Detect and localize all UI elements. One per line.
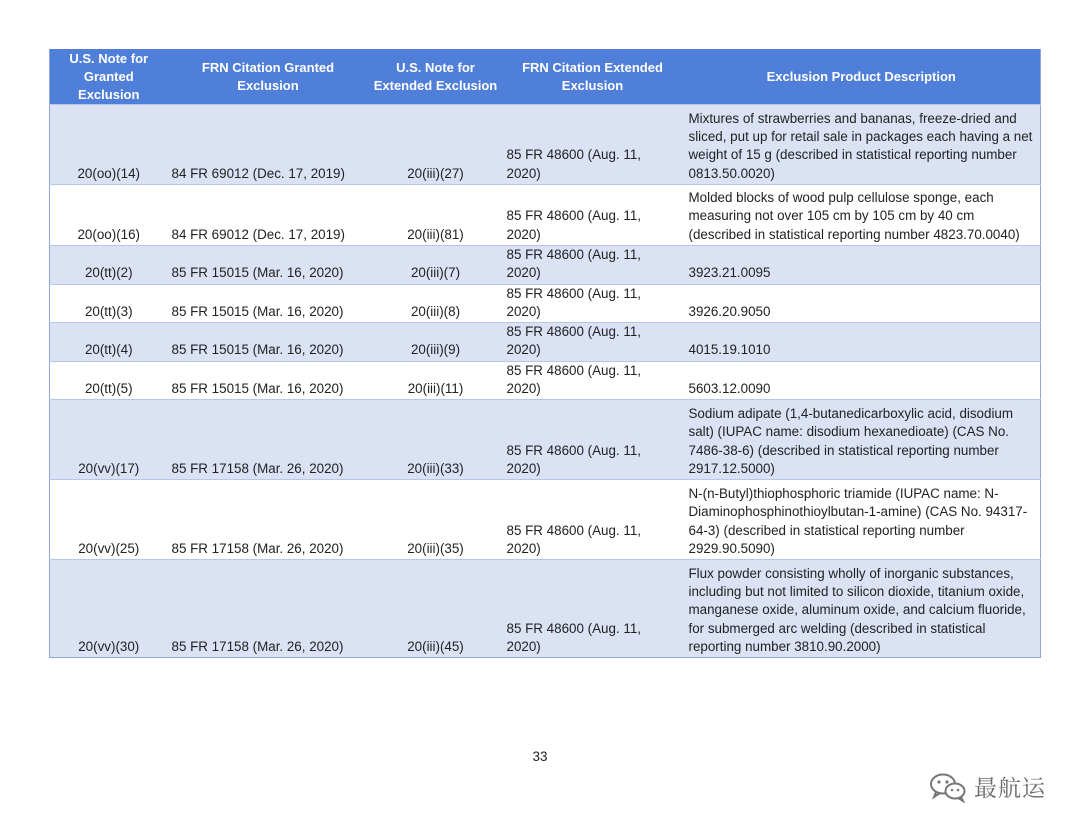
- extended-note-cell: 20(iii)(35): [369, 480, 503, 560]
- table-row: [50, 400, 1041, 480]
- extended-frn-cell: 85 FR 48600 (Aug. 11, 2020): [503, 400, 683, 480]
- granted-frn-cell: 85 FR 17158 (Mar. 26, 2020): [168, 560, 369, 658]
- table-row: [50, 246, 1041, 285]
- extended-note-cell: 20(iii)(11): [369, 361, 503, 400]
- table-row: [50, 323, 1041, 362]
- granted-frn-cell: 85 FR 17158 (Mar. 26, 2020): [168, 400, 369, 480]
- description-cell: Molded blocks of wood pulp cellulose sponge, each measuring not over 105 cm by 105 cm by 40 cm (described in statistical reporting number 4823.70.0040): [683, 185, 1041, 246]
- extended-frn-cell: 85 FR 48600 (Aug. 11, 2020): [503, 284, 683, 323]
- table-row: [50, 185, 1041, 246]
- granted-frn-cell: 84 FR 69012 (Dec. 17, 2019): [168, 105, 369, 185]
- granted-frn-cell: 85 FR 15015 (Mar. 16, 2020): [168, 361, 369, 400]
- granted-note-cell: 20(tt)(5): [50, 361, 168, 400]
- description-cell: Flux powder consisting wholly of inorganic substances, including but not limited to silicon dioxide, titanium oxide, manganese oxide, aluminum oxide, and calcium fluoride, for submerged arc welding (described in statistical reporting number 3810.90.2000): [683, 560, 1041, 658]
- granted-frn-cell: 85 FR 15015 (Mar. 16, 2020): [168, 323, 369, 362]
- extended-frn-cell: 85 FR 48600 (Aug. 11, 2020): [503, 560, 683, 658]
- extended-note-cell: 20(iii)(8): [369, 284, 503, 323]
- description-cell: 3926.20.9050: [683, 284, 1041, 323]
- header-description: Exclusion Product Description: [683, 49, 1041, 105]
- granted-note-cell: 20(oo)(16): [50, 185, 168, 246]
- extended-note-cell: 20(iii)(81): [369, 185, 503, 246]
- extended-note-cell: 20(iii)(27): [369, 105, 503, 185]
- description-cell: 3923.21.0095: [683, 246, 1041, 285]
- extended-frn-cell: 85 FR 48600 (Aug. 11, 2020): [503, 246, 683, 285]
- extended-note-cell: 20(iii)(7): [369, 246, 503, 285]
- extended-frn-cell: 85 FR 48600 (Aug. 11, 2020): [503, 105, 683, 185]
- table-row: [50, 560, 1041, 658]
- page-number: 33: [532, 749, 548, 764]
- description-cell: 4015.19.1010: [683, 323, 1041, 362]
- table-row: [50, 361, 1041, 400]
- granted-note-cell: 20(vv)(17): [50, 400, 168, 480]
- extended-frn-cell: 85 FR 48600 (Aug. 11, 2020): [503, 323, 683, 362]
- header-extended-note: U.S. Note for Extended Exclusion: [369, 49, 503, 105]
- exclusion-table: [49, 49, 1041, 658]
- header-extended-frn: FRN Citation Extended Exclusion: [503, 49, 683, 105]
- header-granted-note: U.S. Note for Granted Exclusion: [50, 49, 168, 105]
- granted-note-cell: 20(vv)(30): [50, 560, 168, 658]
- granted-note-cell: 20(tt)(2): [50, 246, 168, 285]
- extended-note-cell: 20(iii)(9): [369, 323, 503, 362]
- watermark-text: 最航运: [974, 776, 1046, 802]
- description-cell: Sodium adipate (1,4-butanedicarboxylic acid, disodium salt) (IUPAC name: disodium hexanedioate) (CAS No. 7486-38-6) (described in statistical reporting number 2917.12.5000): [683, 400, 1041, 480]
- header-granted-frn: FRN Citation Granted Exclusion: [168, 49, 369, 105]
- granted-frn-cell: 85 FR 15015 (Mar. 16, 2020): [168, 246, 369, 285]
- extended-note-cell: 20(iii)(33): [369, 400, 503, 480]
- description-cell: 5603.12.0090: [683, 361, 1041, 400]
- granted-frn-cell: 84 FR 69012 (Dec. 17, 2019): [168, 185, 369, 246]
- description-cell: N-(n-Butyl)thiophosphoric triamide (IUPAC name: N-Diaminophosphinothioylbutan-1-amine) (CAS No. 94317-64-3) (described in statistical reporting number 2929.90.5090): [683, 480, 1041, 560]
- table-row: [50, 284, 1041, 323]
- extended-note-cell: 20(iii)(45): [369, 560, 503, 658]
- granted-frn-cell: 85 FR 17158 (Mar. 26, 2020): [168, 480, 369, 560]
- granted-note-cell: 20(tt)(4): [50, 323, 168, 362]
- watermark: [928, 770, 1046, 803]
- table-row: [50, 480, 1041, 560]
- table-row: [50, 105, 1041, 185]
- wechat-icon: [928, 771, 968, 803]
- granted-frn-cell: 85 FR 15015 (Mar. 16, 2020): [168, 284, 369, 323]
- granted-note-cell: 20(oo)(14): [50, 105, 168, 185]
- extended-frn-cell: 85 FR 48600 (Aug. 11, 2020): [503, 361, 683, 400]
- granted-note-cell: 20(vv)(25): [50, 480, 168, 560]
- extended-frn-cell: 85 FR 48600 (Aug. 11, 2020): [503, 480, 683, 560]
- description-cell: Mixtures of strawberries and bananas, freeze-dried and sliced, put up for retail sale in packages each having a net weight of 15 g (described in statistical reporting number 0813.50.0020): [683, 105, 1041, 185]
- extended-frn-cell: 85 FR 48600 (Aug. 11, 2020): [503, 185, 683, 246]
- granted-note-cell: 20(tt)(3): [50, 284, 168, 323]
- table-header-row: [50, 49, 1041, 105]
